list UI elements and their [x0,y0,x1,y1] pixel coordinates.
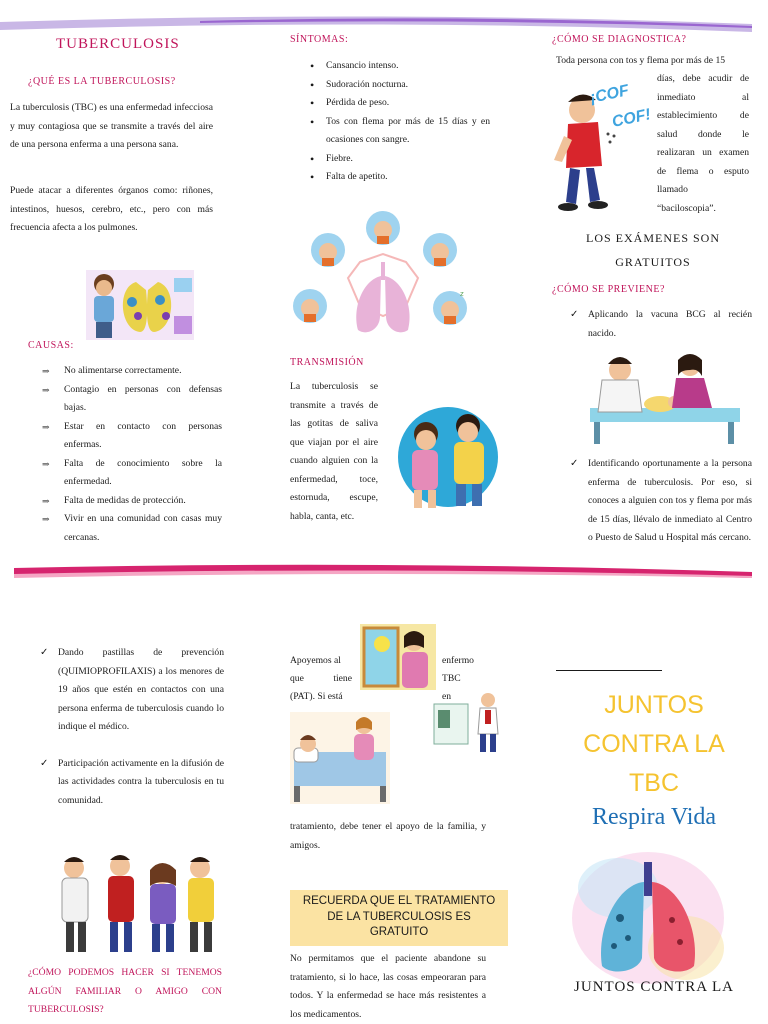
prevention-heading: ¿CÓMO SE PREVIENE? [552,284,665,295]
list-item: • Tos con flema por más de 15 días y en ocasiones con sangre. [306,113,490,150]
support-frag-a: Apoyemos al [290,655,341,666]
support-paragraph: tratamiento, debe tener el apoyo de la familia, y amigos. [290,821,486,851]
symptoms-heading: SÍNTOMAS: [290,34,349,45]
final-paragraph: No permitamos que el paciente abandone su tratamiento, si lo hace, las cosas empeoraran para todos. Y la enfermedad se hace más resistentes a los medicamentos. [290,953,486,1020]
list-item: • Cansancio intenso. [306,57,490,76]
free-exams-title: LOS EXÁMENES SON GRATUITOS [585,231,720,269]
cover-bottom-text: JUNTOS CONTRA LA [574,979,734,995]
cover-subtitle: Respira Vida [591,804,717,830]
causes-list [42,362,222,547]
support-frag-e: TBC [442,673,461,684]
free-treatment-box: RECUERDA QUE EL TRATAMIENTO DE LA TUBERCULOSIS ES GRATUITO [290,890,508,946]
support-frag-c: (PAT). Si está [290,691,343,702]
prevention-list-bottom [568,455,752,548]
list-item: ⇒ Contagio en personas con defensas bajas. [42,381,222,418]
diagnosis-line-1: Toda persona con tos y flema por más de 15 [556,55,726,66]
list-item: ⇒ Falta de conocimiento sobre la enfermedad. [42,455,222,492]
top-decor-band [0,10,768,34]
symptoms-list [306,57,490,187]
patient-in-bed-illustration [290,712,390,804]
list-item: • Fiebre. [306,150,490,169]
sick-boy-lungs-illustration [86,270,194,340]
what-is-paragraph-2: Puede atacar a diferentes órganos como: riñones, intestinos, huesos, cerebro, etc., pero con más frecuencia afecta a los pulmones. [10,185,213,233]
support-frag-b: que tiene [290,673,352,684]
list-item: • Sudoración nocturna. [306,76,490,95]
back-actions-list [38,644,224,810]
support-frag-d: enfermo [442,655,474,666]
list-item: ✓ Identificando oportunamente a la persona enferma de tuberculosis. Por eso, si conoces a alguien con tos y flema por más de 15 días, llévalo de inmediato al Centro o Puesto de Salud u Hospital más cercano. [568,455,752,548]
cough-text-1: ¡COF [588,82,631,107]
middle-decor-band [0,562,768,582]
list-item: ✓ Participación activamente en la difusión de las actividades contra la tuberculosis en tu comunidad. [38,755,224,811]
cough-text-2: COF! [610,106,653,131]
list-item: ⇒ Falta de medidas de protección. [42,492,222,511]
group-people-illustration [52,852,222,956]
page-title: TUBERCULOSIS [56,36,180,52]
symptoms-illustration [288,206,478,344]
what-is-heading: ¿QUÉ ES LA TUBERCULOSIS? [28,76,176,87]
cover-title: JUNTOS CONTRA LA TBC [583,691,725,797]
prevention-list-top [568,306,752,343]
cover-top-rule [556,670,662,671]
diagnosis-paragraph: días, debe acudir de inmediato al establecimiento de salud donde le realizaran un examen de flema o esputo llamado “baciloscopia”. [657,73,749,214]
list-item: ⇒ Estar en contacto con personas enfermas. [42,418,222,455]
diagnosis-heading: ¿CÓMO SE DIAGNOSTICA? [552,34,687,45]
lungs-watercolor-illustration [568,848,728,988]
support-frag-f: en [442,691,452,702]
transmission-paragraph: La tuberculosis se transmite a través de las gotitas de saliva que viajan por el aire cuando alguien con la enfermedad, toce, estornuda, escupe, habla, canta, etc. [290,381,378,522]
svg-text:z: z [460,290,464,298]
list-item: ✓ Aplicando la vacuna BCG al recién nacido. [568,306,752,343]
list-item: ✓ Dando pastillas de prevención (QUIMIOPROFILAXIS) a los menores de 19 años que estén en contactos con una persona enferma de tuberculosis cuando lo indique el médico. [38,644,224,737]
window-woman-illustration [360,624,436,690]
coughing-children-illustration [396,404,500,510]
family-question: ¿CÓMO PODEMOS HACER SI TENEMOS ALGÚN FAMILIAR O AMIGO CON TUBERCULOSIS? [28,967,222,1015]
list-item: • Falta de apetito. [306,168,490,187]
list-item: ⇒ Vivir en una comunidad con casas muy cercanas. [42,510,222,547]
list-item: ⇒ No alimentarse correctamente. [42,362,222,381]
transmission-heading: TRANSMISIÓN [290,357,364,368]
causes-heading: CAUSAS: [28,340,74,351]
doctor-clinic-illustration [430,690,504,754]
vaccination-illustration [580,350,748,446]
what-is-paragraph-1: La tuberculosis (TBC) es una enfermedad infecciosa y muy contagiosa que se transmite a través del aire de una persona enferma a una persona sana. [10,102,213,150]
list-item: • Pérdida de peso. [306,94,490,113]
